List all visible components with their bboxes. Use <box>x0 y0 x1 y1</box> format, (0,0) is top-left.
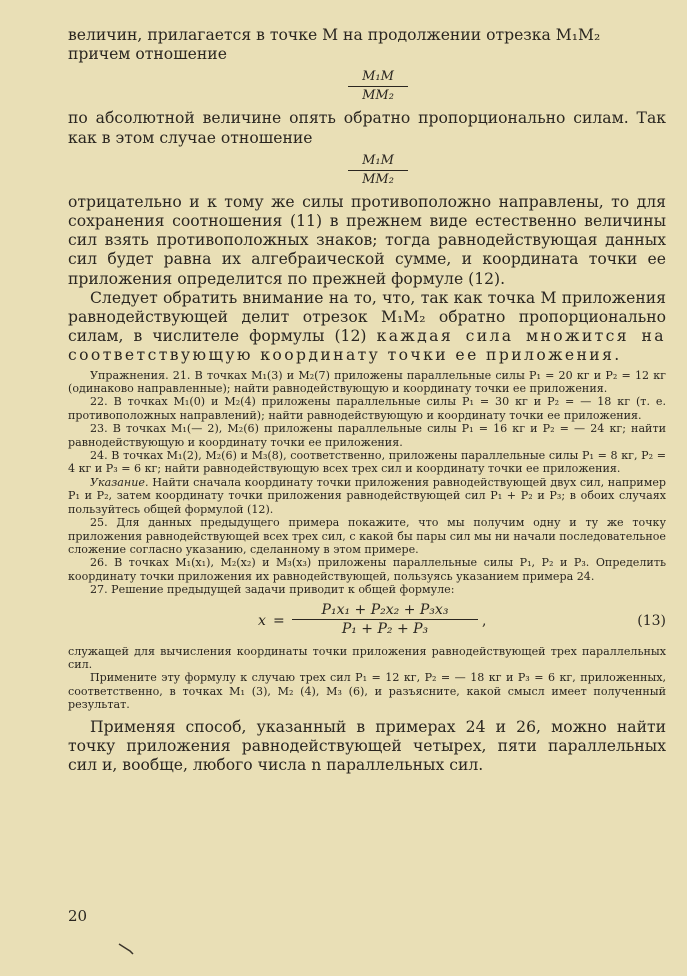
intro-line-1: величин, прилагается в точке M на продолжении отрезка M₁M₂ <box>68 26 601 44</box>
exercise-21 <box>68 369 666 396</box>
formula-lhs: x <box>258 612 266 629</box>
formula-equals: = <box>273 612 285 629</box>
formula-denominator: P₁ + P₂ + P₃ <box>341 620 429 637</box>
exercise-23: 23. В точках M₁(— 2), M₂(6) приложены параллельные силы P₁ = 16 кг и P₂ = — 24 кг; найти равнодействующую и координату точки ее приложения. <box>68 422 666 449</box>
formula-13 <box>68 601 666 641</box>
fraction-2-denominator: MM₂ <box>362 171 394 187</box>
hint-label: Указание. <box>90 475 149 489</box>
exercise-26: 26. В точках M₁(x₁), M₂(x₂) и M₃(x₃) приложены параллельные силы P₁, P₂ и P₃. Определить координату точки приложения их равнодействующей, пользуясь указанием примера 24. <box>68 556 666 583</box>
fraction-1-numerator: M₁M <box>348 69 408 87</box>
closing-paragraph: Применяя способ, указанный в примерах 24 и 26, можно найти точку приложения равнодействующей четырех, пяти параллельных сил и, вообще, любого числа n параллельных сил. <box>68 717 666 774</box>
after-formula-text: служащей для вычисления координаты точки приложения равнодействующей трех параллельных сил. <box>68 644 666 671</box>
formula-numerator: P₁x₁ + P₂x₂ + P₃x₃ <box>292 601 478 620</box>
text-column <box>68 26 666 775</box>
formula-number: (13) <box>637 612 666 629</box>
exercises-heading: Упражнения. <box>90 368 169 382</box>
hint-text: Найти сначала координату точки приложения равнодействующей двух сил, например P₁ и P₂, затем координату точки приложения равнодействующей сил P₁ + P₂ и P₃; в обоих случаях пользуйтесь общей формулой (12). <box>68 475 666 516</box>
ink-mark-icon <box>118 942 138 956</box>
paragraph-ratio: по абсолютной величине опять обратно пропорционально силам. Так как в этом случае отношение <box>68 109 666 147</box>
hint <box>68 476 666 516</box>
note-spaced-text: каждая сила множится на соответствующую координату точки ее приложения. <box>68 327 666 365</box>
fraction-1-denominator: MM₂ <box>362 88 394 104</box>
note-main-text: Следует обратить внимание на то, что, так как точка M приложения равнодействующей делит отрезок M₁M₂ обратно пропорционально силам, в числителе формулы (12) <box>68 288 666 346</box>
apply-formula-text: Примените эту формулу к случаю трех сил P₁ = 12 кг, P₂ = — 18 кг и P₃ = 6 кг, приложенных, соответственно, в точках M₁ (3), M₂ (4), M₃ (6), и разъясните, какой смысл имеет полученный результат. <box>68 671 666 712</box>
exercise-24: 24. В точках M₁(2), M₂(6) и M₃(8), соответственно, приложены параллельные силы P₁ = 8 кг, P₂ = 4 кг и P₃ = 6 кг; найти равнодействующую всех трех сил и координату точки ее приложения. <box>68 449 666 476</box>
intro-line-2: причем отношение <box>68 45 227 64</box>
paragraph-note <box>68 289 666 366</box>
ratio-fraction-1 <box>348 69 408 104</box>
ratio-fraction-2 <box>348 153 408 188</box>
exercise-25: 25. Для данных предыдущего примера покажите, что мы получим одну и ту же точку приложения равнодействующей всех трех сил, с какой бы пары сил мы ни начали последовательное сложение согласно указанию, сделанному в этом примере. <box>68 516 666 556</box>
formula-fraction <box>292 601 478 638</box>
formula-comma: , <box>482 612 487 629</box>
exercise-21-text: 21. В точках M₁(3) и M₂(7) приложены параллельные силы P₁ = 20 кг и P₂ = 12 кг (одинаково направленные); найти равнодействующую и координату точки ее приложения. <box>68 368 666 396</box>
exercise-22: 22. В точках M₁(0) и M₂(4) приложены параллельные силы P₁ = 30 кг и P₂ = — 18 кг (т. е. противоположных направлений); найти равнодействующую и координату точки ее приложения. <box>68 395 666 422</box>
paragraph-forces: отрицательно и к тому же силы противоположно направлены, то для сохранения соотношения (11) в прежнем виде естественно величины сил взять противоположных знаков; тогда равнодействующая данных сил будет равна их алгебраической сумме, и координата точки ее приложения определится по прежней формуле (12). <box>68 192 666 288</box>
page-number: 20 <box>68 907 88 925</box>
fraction-2-numerator: M₁M <box>348 153 408 171</box>
exercise-27: 27. Решение предыдущей задачи приводит к общей формуле: <box>90 583 455 597</box>
